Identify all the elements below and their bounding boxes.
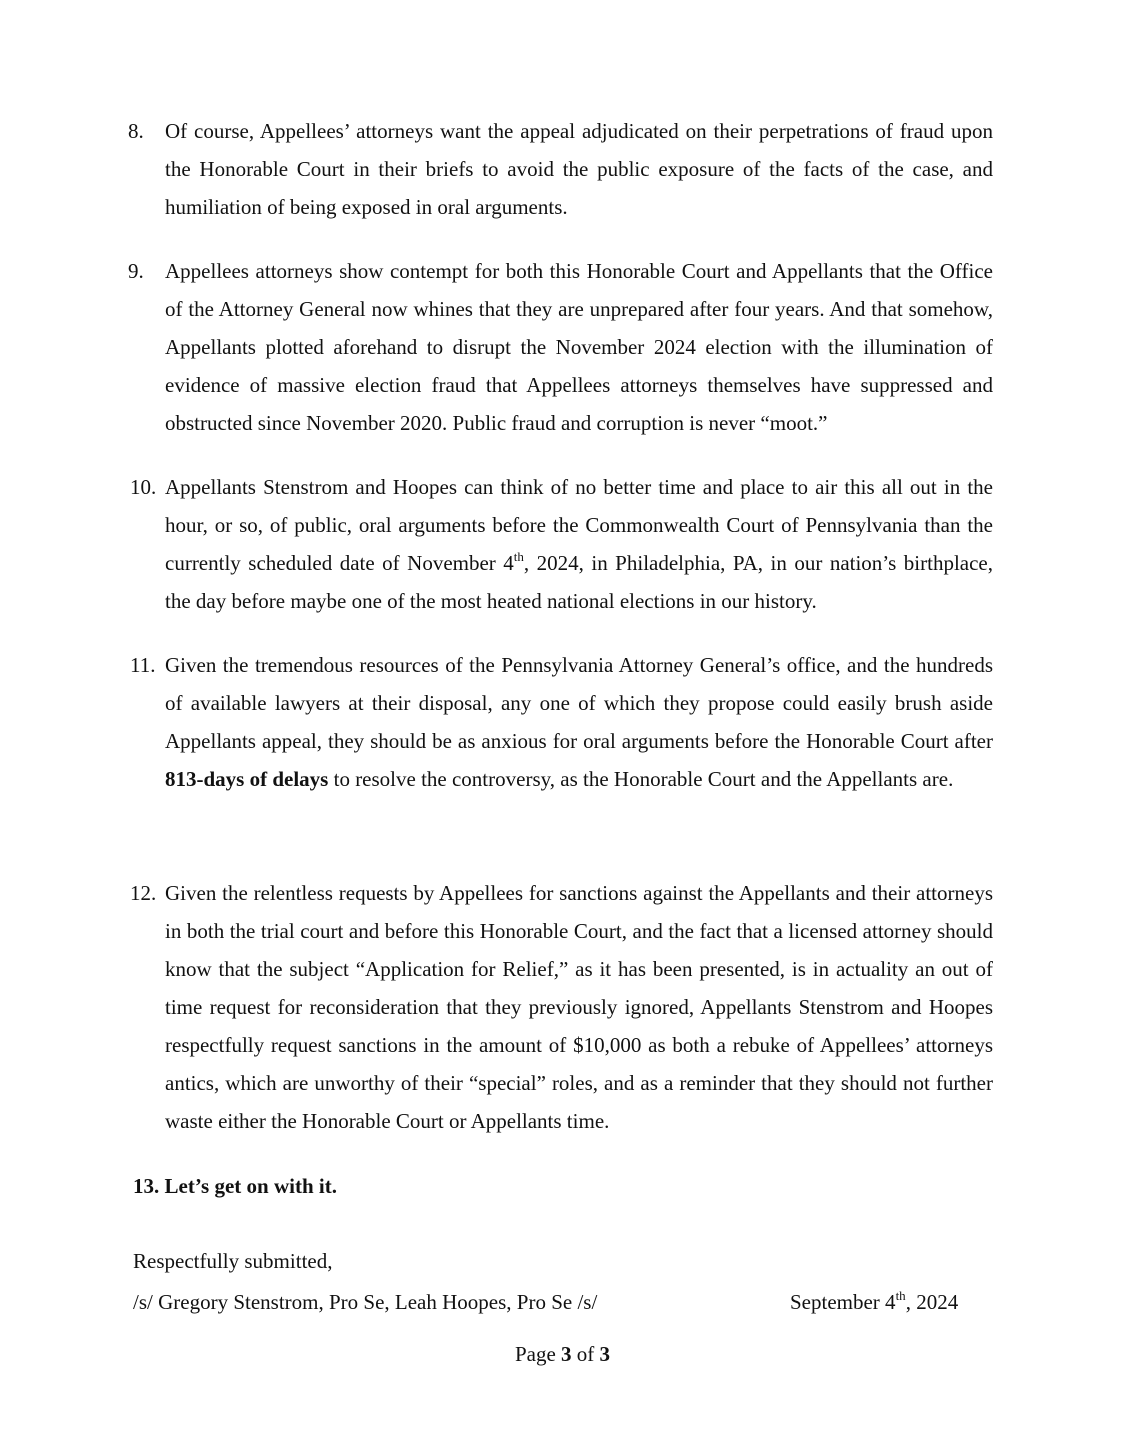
paragraph-text: Given the relentless requests by Appellees for sanctions against the Appellants and their attorneys in both the trial court and before this Honorable Court, and the fact that a licensed attorney should know that the subject “Application for Relief,” as it has been presented, is in actuality an out of time request for reconsideration that they previously ignored, Appellants Stenstrom and Hoopes respectfully request sanctions in the amount of $10,000 as both a rebuke of Appellees’ attorneys antics, which are unworthy of their “special” roles, and as a reminder that they should not further waste either the Honorable Court or Appellants time. (165, 881, 993, 1133)
date-ordinal: th (895, 1288, 906, 1303)
of-label: of (576, 1342, 595, 1366)
paragraph-number: 11. (130, 653, 156, 677)
total-pages-number: 3 (599, 1342, 611, 1366)
signature-date (790, 1283, 958, 1321)
current-page-number: 3 (561, 1342, 572, 1366)
signature-line: /s/ Gregory Stenstrom, Pro Se, Leah Hoopes, Pro Se /s/ (133, 1290, 598, 1314)
paragraph-9 (128, 252, 993, 442)
paragraph-11 (130, 646, 993, 798)
page-label: Page (514, 1342, 556, 1366)
paragraph-text: Of course, Appellees’ attorneys want the appeal adjudicated on their perpetrations of fraud upon the Honorable Court in their briefs to avoid the public exposure of the facts of the case, and humiliation of being exposed in oral arguments. (165, 119, 993, 219)
salutation: Respectfully submitted, (133, 1249, 333, 1273)
paragraph-text-start: Appellants Stenstrom and Hoopes can think of no better time and place to air this all out in the hour, or so, of public, oral arguments before the Commonwealth Court of Pennsylvania than the currently scheduled date of November 4 (165, 475, 993, 575)
paragraph-number: 8. (128, 119, 144, 143)
paragraph-number: 9. (128, 259, 144, 283)
paragraph-12 (130, 874, 993, 1140)
date-text: September 4 (790, 1290, 896, 1314)
paragraph-text-end: to resolve the controversy, as the Honorable Court and the Appellants are. (328, 767, 954, 791)
ordinal-suffix: th (513, 549, 524, 564)
page-footer (0, 1335, 1125, 1373)
paragraph-text-end: , 2024, in Philadelphia, PA, in our nation’s birthplace, the day before maybe one of the most heated national elections in our history. (165, 551, 994, 613)
date-year: , 2024 (905, 1290, 959, 1314)
closing-heading: 13. Let’s get on with it. (133, 1174, 337, 1198)
emphasis-delays: 813-days of delays (165, 767, 329, 791)
paragraph-text-start: Given the tremendous resources of the Pennsylvania Attorney General’s office, and the hundreds of available lawyers at their disposal, any one of which they propose could easily brush aside Appellants appeal, they should be as anxious for oral arguments before the Honorable Court after (165, 653, 993, 753)
paragraph-number: 10. (130, 475, 157, 499)
paragraph-number: 12. (130, 881, 157, 905)
paragraph-10 (130, 468, 994, 620)
paragraph-text: Appellees attorneys show contempt for both this Honorable Court and Appellants that the Office of the Attorney General now whines that they are unprepared after four years. And that somehow, Appellants plotted aforehand to disrupt the November 2024 election with the illumination of evidence of massive election fraud that Appellees attorneys themselves have suppressed and obstructed since November 2020. Public fraud and corruption is never “moot.” (165, 259, 993, 435)
paragraph-8 (128, 112, 993, 226)
